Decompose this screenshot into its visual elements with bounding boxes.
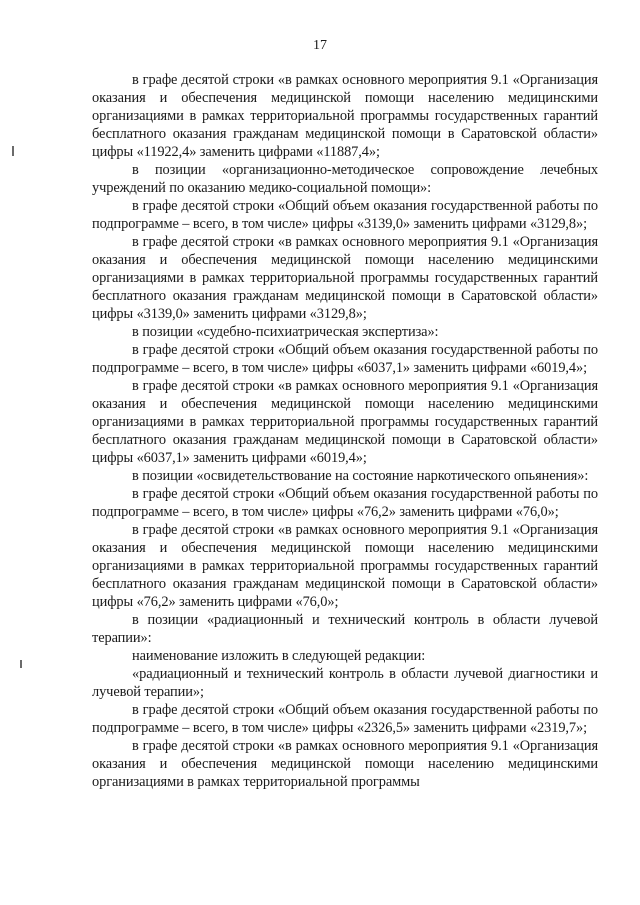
paragraph: в графе десятой строки «Общий объем оказания государственной работы по подпрограмме – всего, в том числе» цифры «2326,5» заменить цифрами «2319,7»; <box>92 702 598 736</box>
paragraph: в позиции «радиационный и технический контроль в области лучевой терапии»: <box>92 612 598 646</box>
margin-mark <box>12 146 14 156</box>
paragraph: в графе десятой строки «Общий объем оказания государственной работы по подпрограмме – всего, в том числе» цифры «3139,0» заменить цифрами «3129,8»; <box>92 198 598 232</box>
page-number: 17 <box>313 38 327 53</box>
paragraph: «радиационный и технический контроль в области лучевой диагностики и лучевой терапии»; <box>92 666 598 700</box>
paragraph: в графе десятой строки «Общий объем оказания государственной работы по подпрограмме – всего, в том числе» цифры «76,2» заменить цифрами «76,0»; <box>92 486 598 520</box>
paragraph: в позиции «судебно-психиатрическая экспертиза»: <box>132 324 439 340</box>
paragraph: в графе десятой строки «в рамках основного мероприятия 9.1 «Организация оказания и обеспечения медицинской помощи населению медицинскими организациями в рамках территориальной программы государственных гарантий бесплатного оказания гражданам медицинской помощи в Саратовской области» цифры «3139,0» заменить цифрами «3129,8»; <box>92 234 598 322</box>
paragraph: в графе десятой строки «в рамках основного мероприятия 9.1 «Организация оказания и обеспечения медицинской помощи населению медицинскими организациями в рамках территориальной программы государственных гарантий бесплатного оказания гражданам медицинской помощи в Саратовской области» цифры «11922,4» заменить цифрами «11887,4»; <box>92 72 598 160</box>
paragraph: в позиции «освидетельствование на состояние наркотического опьянения»: <box>132 468 589 484</box>
paragraph: в графе десятой строки «в рамках основного мероприятия 9.1 «Организация оказания и обеспечения медицинской помощи населению медицинскими организациями в рамках территориальной программы <box>92 738 598 790</box>
paragraph: наименование изложить в следующей редакции: <box>132 648 426 664</box>
margin-mark <box>20 660 22 668</box>
paragraph: в графе десятой строки «в рамках основного мероприятия 9.1 «Организация оказания и обеспечения медицинской помощи населению медицинскими организациями в рамках территориальной программы государственных гарантий бесплатного оказания гражданам медицинской помощи в Саратовской области» цифры «76,2» заменить цифрами «76,0»; <box>92 522 598 610</box>
paragraph: в графе десятой строки «в рамках основного мероприятия 9.1 «Организация оказания и обеспечения медицинской помощи населению медицинскими организациями в рамках территориальной программы государственных гарантий бесплатного оказания гражданам медицинской помощи в Саратовской области» цифры «6037,1» заменить цифрами «6019,4»; <box>92 378 598 466</box>
document-body <box>92 71 598 791</box>
paragraph: в позиции «организационно-методическое сопровождение лечебных учреждений по оказанию медико-социальной помощи»: <box>92 162 598 196</box>
paragraph: в графе десятой строки «Общий объем оказания государственной работы по подпрограмме – всего, в том числе» цифры «6037,1» заменить цифрами «6019,4»; <box>92 342 598 376</box>
